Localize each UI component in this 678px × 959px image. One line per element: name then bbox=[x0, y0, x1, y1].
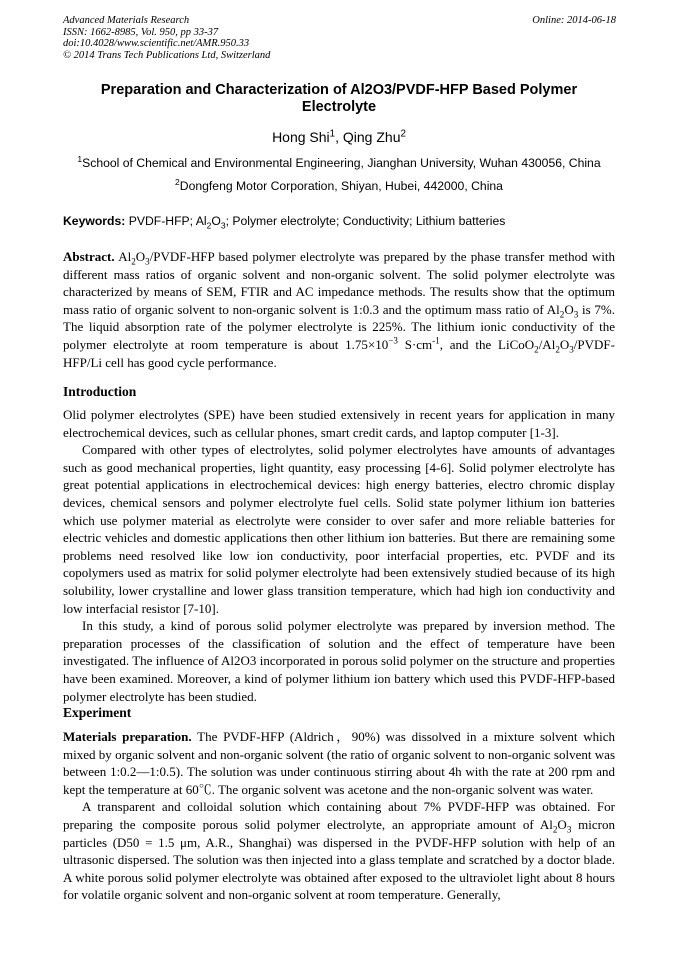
subscript: 3 bbox=[566, 824, 572, 835]
paragraph-text: The PVDF-HFP (Aldrich，90%) was dissolved in a mixture solvent which mixed by organic solvent and non-organic solvent (the ratio of organic solvent to non-organic solvent was between 1:0.2—1:0.5). The solution was under continuous stirring about 4h with the rate at 200 rpm and kept the temperature at 60℃. The organic solvent was acetone and the non-organic solvent was water. bbox=[63, 729, 615, 797]
subscript: 3 bbox=[573, 309, 579, 320]
subsection-label: Materials preparation. bbox=[63, 729, 192, 744]
subscript: 2 bbox=[555, 344, 560, 355]
paragraph bbox=[63, 798, 615, 904]
affiliation-1 bbox=[63, 153, 615, 171]
author-name: Qing Zhu bbox=[342, 129, 401, 145]
introduction-section bbox=[63, 406, 615, 705]
paragraph bbox=[63, 728, 615, 798]
journal-name: Advanced Materials Research bbox=[63, 15, 190, 26]
section-heading-introduction: Introduction bbox=[63, 384, 137, 399]
abstract-text: O bbox=[564, 301, 574, 317]
experiment-section bbox=[63, 728, 615, 904]
journal-issn: ISSN: 1662-8985, Vol. 950, pp 33-37 bbox=[63, 26, 219, 38]
abstract-text: O bbox=[559, 336, 570, 352]
superscript: −3 bbox=[388, 335, 398, 346]
author-list bbox=[63, 128, 615, 146]
affiliation-2 bbox=[63, 176, 615, 194]
journal-header bbox=[63, 15, 623, 61]
subscript: 2 bbox=[559, 309, 565, 320]
subscript: 2 bbox=[534, 344, 539, 355]
subscript: 2 bbox=[206, 220, 212, 231]
affiliation-text: Dongfeng Motor Corporation, Shiyan, Hubei, 442000, China bbox=[179, 179, 503, 193]
abstract-text: Al bbox=[114, 249, 132, 264]
affiliation-text: School of Chemical and Environmental Engineering, Jianghan University, Wuhan 430056, China bbox=[82, 156, 601, 170]
subscript: 3 bbox=[145, 256, 150, 267]
journal-doi: doi:10.4028/www.scientific.net/AMR.950.33 bbox=[63, 38, 250, 49]
journal-copyright: © 2014 Trans Tech Publications Ltd, Switzerland bbox=[63, 49, 271, 61]
paper-title-line2: Electrolyte bbox=[301, 99, 377, 115]
abstract-text: S·cm bbox=[397, 336, 433, 352]
keywords-text: PVDF-HFP; Al bbox=[125, 214, 207, 228]
section-heading-experiment: Experiment bbox=[63, 705, 132, 720]
subscript: 3 bbox=[569, 344, 574, 355]
paragraph-text: micron particles (D50 = 1.5 μm, A.R., Shanghai) was dispersed in the PVDF-HFP solution with help of an ultrasonic dispersed. The solution was then injected into a glass template and scratched by a doctor blade. A white porous solid polymer electrolyte was obtained after exposed to the ultraviolet light about 8 hours for volatile organic solvent and non-organic solvent at room temperature. Generally, bbox=[63, 816, 616, 903]
paragraph-text: A transparent and colloidal solution which containing about 7% PVDF-HFP was obtained. For preparing the composite porous solid polymer electrolyte, an appropriate amount of Al bbox=[63, 799, 615, 832]
abstract-text: , and the LiCoO bbox=[439, 336, 535, 352]
affiliation-mark: 1 bbox=[77, 153, 83, 164]
abstract-text: is 7%. The liquid absorption rate of the polymer electrolyte is 225%. The lithium ionic conductivity of the polymer electrolyte at room temperature is about 1.75×10 bbox=[63, 301, 615, 352]
abstract-text: /PVDF-HFP/Li cell has good cycle performance. bbox=[63, 336, 615, 370]
keywords-text: O bbox=[211, 214, 221, 228]
abstract-text: O bbox=[135, 249, 146, 264]
author-affiliation-mark: 1 bbox=[329, 128, 336, 140]
subscript: 3 bbox=[220, 220, 226, 231]
author-affiliation-mark: 2 bbox=[400, 128, 406, 140]
paragraph: Olid polymer electrolytes (SPE) have been studied extensively in recent years for application in many electrochemical devices, such as cellular phones, smart credit cards, and laptop computer [1-3]. bbox=[63, 407, 615, 440]
keywords bbox=[63, 214, 615, 229]
abstract-text: /Al bbox=[538, 336, 556, 352]
paragraph: Compared with other types of electrolytes, solid polymer electrolytes have amounts of advantages such as good mechanical properties, light quantity, easy processing [4-6]. Solid polymer electrolyte has great potential applications in electrochemical devices: high energy batteries, electro chromic display devices, chemical sensors and polymer electrolyte fuel cells. Solid state polymer lithium ion batteries which use polymer material as electrolyte were consider to over safer and more reliable batteries for electric vehicles and domestic applications then other lithium ion batteries. But there are remaining some problems need resolved like low ion conductivity, poor interfacial properties, etc. PVDF and its copolymers used as matrix for solid polymer electrolyte had been extensively studied because of its high solubility, lower crystalline and lower glass transition temperature, which had high ion conductivity and low interfacial resistor [7-10]. bbox=[63, 442, 615, 616]
paper-title-line1: Preparation and Characterization of Al2O3/PVDF-HFP Based Polymer bbox=[100, 82, 578, 98]
keywords-text: ; Polymer electrolyte; Conductivity; Lithium batteries bbox=[225, 214, 506, 228]
online-date: Online: 2014-06-18 bbox=[532, 15, 616, 26]
keywords-label: Keywords: bbox=[63, 214, 126, 228]
subscript: 2 bbox=[131, 256, 136, 267]
superscript: -1 bbox=[432, 335, 440, 346]
author-name: Hong Shi bbox=[272, 129, 330, 145]
abstract bbox=[63, 248, 615, 371]
paper-title bbox=[63, 82, 615, 116]
subscript: 2 bbox=[552, 824, 558, 835]
paragraph-text: O bbox=[557, 816, 567, 832]
affiliation-mark: 2 bbox=[175, 176, 180, 187]
abstract-label: Abstract. bbox=[63, 249, 115, 264]
abstract-text: /PVDF-HFP based polymer electrolyte was prepared by the phase transfer method with different mass ratios of organic solvent and non-organic solvent. The solid polymer electrolyte was characterized by means of SEM, FTIR and AC impedance methods. The results show that the optimum mass ratio of organic solvent to non-organic solvent is 1:0.3 and the optimum mass ratio of Al bbox=[63, 249, 615, 317]
author-separator: , bbox=[335, 129, 343, 145]
paragraph: In this study, a kind of porous solid polymer electrolyte was prepared by inversion method. The preparation processes of the classification of solution and the effect of temperature have been investigated. The influence of Al2O3 incorporated in porous solid polymer on the structure and properties have been examined. Moreover, a kind of polymer lithium ion battery which used this PVDF-HFP-based polymer electrolyte has been studied. bbox=[63, 618, 615, 704]
